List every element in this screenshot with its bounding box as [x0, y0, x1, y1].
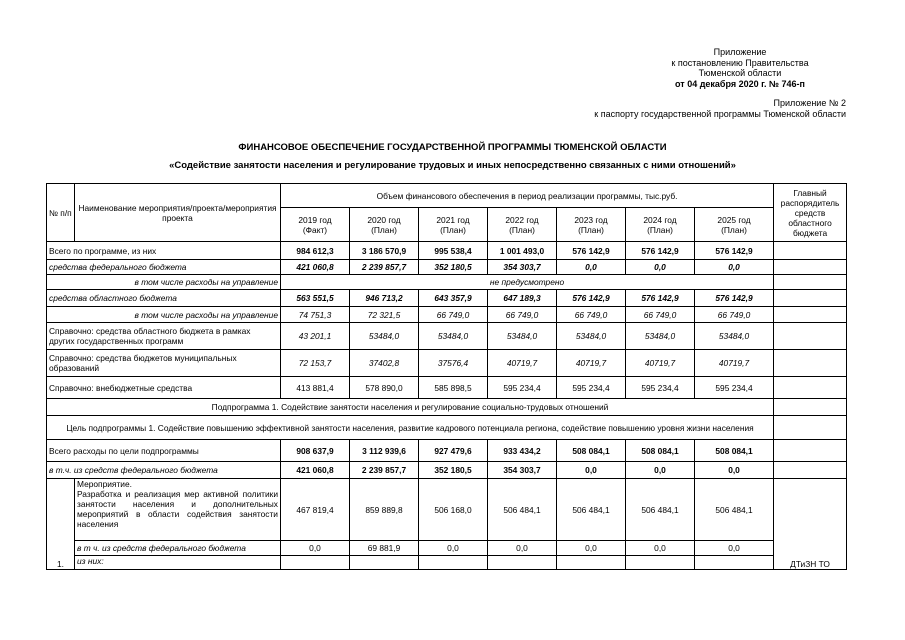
- year-label: 2020 год: [367, 214, 401, 225]
- cell-value: 908 637,9: [281, 440, 350, 462]
- cell-value: 506 484,1: [557, 479, 626, 541]
- row-label: в т.ч. из средств федерального бюджета: [47, 462, 281, 479]
- cell-merged: не предусмотрено: [281, 275, 774, 290]
- cell-value: 595 234,4: [557, 377, 626, 399]
- financing-table: [46, 183, 847, 570]
- year-status: (Факт): [302, 224, 328, 235]
- activity-number: 1.: [47, 479, 75, 570]
- cell-value: 53484,0: [557, 323, 626, 350]
- cell-value: 0,0: [281, 541, 350, 556]
- col-header-manager: Главный распорядитель средств областного бюджета: [774, 184, 847, 242]
- cell-empty: [774, 377, 847, 399]
- table-row: [47, 541, 847, 556]
- cell-value: 421 060,8: [281, 260, 350, 275]
- appendix-line: к паспорту государственной программы Тюменской области: [594, 108, 846, 119]
- cell-empty: [419, 556, 488, 570]
- cell-empty: [774, 275, 847, 290]
- cell-value: 643 357,9: [419, 290, 488, 307]
- cell-value: 0,0: [626, 462, 695, 479]
- cell-value: 53484,0: [488, 323, 557, 350]
- cell-value: 53484,0: [419, 323, 488, 350]
- cell-value: 576 142,9: [557, 290, 626, 307]
- appendix-header: [640, 47, 840, 89]
- year-label: 2019 год: [298, 214, 332, 225]
- table-row: [47, 440, 847, 462]
- cell-value: 66 749,0: [419, 307, 488, 323]
- row-label: средства федерального бюджета: [47, 260, 281, 275]
- cell-value: 647 189,3: [488, 290, 557, 307]
- subprogram-row: [47, 399, 847, 416]
- col-header-volume: Объем финансового обеспечения в период реализации программы, тыс.руб.: [281, 184, 774, 208]
- cell-value: 506 484,1: [488, 479, 557, 541]
- cell-value: 66 749,0: [626, 307, 695, 323]
- cell-value: 576 142,9: [626, 290, 695, 307]
- table-row: [47, 260, 847, 275]
- year-status: (План): [578, 224, 604, 235]
- cell-empty: [774, 323, 847, 350]
- cell-value: 66 749,0: [695, 307, 774, 323]
- cell-value: 595 234,4: [695, 377, 774, 399]
- year-label: 2025 год: [717, 214, 751, 225]
- cell-value: 0,0: [488, 541, 557, 556]
- cell-empty: [774, 242, 847, 260]
- appendix-line: от 04 декабря 2020 г. № 746-п: [675, 78, 805, 89]
- cell-value: 984 612,3: [281, 242, 350, 260]
- year-status: (План): [440, 224, 466, 235]
- year-label: 2023 год: [574, 214, 608, 225]
- cell-value: 0,0: [557, 462, 626, 479]
- cell-empty: [557, 556, 626, 570]
- cell-value: 421 060,8: [281, 462, 350, 479]
- cell-empty: [774, 399, 847, 416]
- table-row: [47, 462, 847, 479]
- activity-row: [47, 479, 847, 541]
- cell-empty: [774, 440, 847, 462]
- row-label: в том числе расходы на управление: [47, 275, 281, 290]
- cell-value: 595 234,4: [626, 377, 695, 399]
- row-label: Справочно: средства бюджетов муниципальных образований: [47, 350, 281, 377]
- table-row: [47, 323, 847, 350]
- activity-heading: Мероприятие.: [77, 479, 132, 489]
- cell-empty: [626, 556, 695, 570]
- cell-empty: [774, 307, 847, 323]
- cell-value: 563 551,5: [281, 290, 350, 307]
- year-label: 2022 год: [505, 214, 539, 225]
- cell-value: 66 749,0: [557, 307, 626, 323]
- table-row: [47, 350, 847, 377]
- cell-empty: [488, 556, 557, 570]
- activity-description: [75, 479, 281, 541]
- cell-value: 0,0: [695, 260, 774, 275]
- cell-value: 40719,7: [626, 350, 695, 377]
- table-row: [47, 242, 847, 260]
- cell-value: 0,0: [695, 462, 774, 479]
- cell-value: 3 186 570,9: [350, 242, 419, 260]
- cell-value: 37402,8: [350, 350, 419, 377]
- cell-empty: [774, 462, 847, 479]
- activity-text: Разработка и реализация мер активной политики занятости населения и дополнительных мероприятий в области содействия занятости населения: [77, 489, 278, 529]
- cell-value: 0,0: [557, 260, 626, 275]
- row-label: Всего по программе, из них: [47, 242, 281, 260]
- year-label: 2021 год: [436, 214, 470, 225]
- cell-value: 946 713,2: [350, 290, 419, 307]
- subprogram-title: Подпрограмма 1. Содействие занятости населения и регулирование социально-трудовых отношений: [47, 399, 774, 416]
- year-header: [419, 208, 488, 242]
- col-header-number: № п/п: [47, 184, 75, 242]
- cell-value: 354 303,7: [488, 462, 557, 479]
- cell-value: 578 890,0: [350, 377, 419, 399]
- cell-empty: [774, 416, 847, 440]
- cell-value: 0,0: [695, 541, 774, 556]
- document-subtitle: «Содействие занятости населения и регулирование трудовых и иных непосредственно связанных с ними отношений»: [169, 160, 736, 171]
- cell-value: 53484,0: [626, 323, 695, 350]
- row-label: из них:: [75, 556, 281, 570]
- year-header: [695, 208, 774, 242]
- year-header: [350, 208, 419, 242]
- cell-value: 66 749,0: [488, 307, 557, 323]
- row-label: Справочно: внебюджетные средства: [47, 377, 281, 399]
- cell-value: 585 898,5: [419, 377, 488, 399]
- cell-value: 72 153,7: [281, 350, 350, 377]
- cell-value: 506 484,1: [626, 479, 695, 541]
- table-row: [47, 290, 847, 307]
- cell-value: 72 321,5: [350, 307, 419, 323]
- appendix-line: к постановлению Правительства: [671, 57, 809, 68]
- year-header: [557, 208, 626, 242]
- cell-value: 53484,0: [350, 323, 419, 350]
- cell-value: 859 889,8: [350, 479, 419, 541]
- year-header: [488, 208, 557, 242]
- table-row: [47, 377, 847, 399]
- activity-manager: ДТиЗН ТО: [774, 479, 847, 570]
- cell-empty: [695, 556, 774, 570]
- row-label: средства областного бюджета: [47, 290, 281, 307]
- year-header: [626, 208, 695, 242]
- goal-row: [47, 416, 847, 440]
- cell-value: 995 538,4: [419, 242, 488, 260]
- cell-value: 0,0: [419, 541, 488, 556]
- cell-value: 37576,4: [419, 350, 488, 377]
- row-label: Всего расходы по цели подпрограммы: [47, 440, 281, 462]
- cell-value: 595 234,4: [488, 377, 557, 399]
- year-status: (План): [371, 224, 397, 235]
- year-status: (План): [721, 224, 747, 235]
- cell-value: 0,0: [626, 260, 695, 275]
- cell-empty: [350, 556, 419, 570]
- cell-value: 2 239 857,7: [350, 462, 419, 479]
- cell-value: 352 180,5: [419, 462, 488, 479]
- row-label: в т ч. из средств федерального бюджета: [75, 541, 281, 556]
- document-title: ФИНАНСОВОЕ ОБЕСПЕЧЕНИЕ ГОСУДАРСТВЕННОЙ ПРОГРАММЫ ТЮМЕНСКОЙ ОБЛАСТИ: [238, 142, 667, 153]
- goal-title: Цель подпрограммы 1. Содействие повышению эффективной занятости населения, развитие кадрового потенциала региона, содействие повышению уровня жизни населения: [47, 416, 774, 440]
- year-header: [281, 208, 350, 242]
- cell-value: 352 180,5: [419, 260, 488, 275]
- cell-value: 0,0: [626, 541, 695, 556]
- cell-value: 413 881,4: [281, 377, 350, 399]
- cell-value: 506 484,1: [695, 479, 774, 541]
- cell-empty: [774, 290, 847, 307]
- cell-value: 40719,7: [488, 350, 557, 377]
- year-status: (План): [647, 224, 673, 235]
- cell-value: 74 751,3: [281, 307, 350, 323]
- cell-value: 508 084,1: [695, 440, 774, 462]
- year-label: 2024 год: [643, 214, 677, 225]
- appendix-line: Приложение № 2: [773, 98, 846, 108]
- cell-empty: [281, 556, 350, 570]
- year-status: (План): [509, 224, 535, 235]
- cell-value: 508 084,1: [626, 440, 695, 462]
- cell-value: 3 112 939,6: [350, 440, 419, 462]
- table-row: [47, 275, 847, 290]
- cell-value: 506 168,0: [419, 479, 488, 541]
- row-label: Справочно: средства областного бюджета в рамках других государственных программ: [47, 323, 281, 350]
- col-header-name: Наименование мероприятия/проекта/мероприятия проекта: [75, 184, 281, 242]
- cell-value: 576 142,9: [557, 242, 626, 260]
- cell-value: 576 142,9: [626, 242, 695, 260]
- cell-value: 40719,7: [695, 350, 774, 377]
- appendix2-header: [520, 98, 846, 119]
- cell-value: 467 819,4: [281, 479, 350, 541]
- cell-value: 53484,0: [695, 323, 774, 350]
- cell-value: 0,0: [557, 541, 626, 556]
- cell-value: 43 201,1: [281, 323, 350, 350]
- table-row: [47, 307, 847, 323]
- cell-value: 933 434,2: [488, 440, 557, 462]
- table-row: [47, 556, 847, 570]
- cell-value: 576 142,9: [695, 242, 774, 260]
- cell-value: 354 303,7: [488, 260, 557, 275]
- cell-empty: [774, 260, 847, 275]
- cell-value: 1 001 493,0: [488, 242, 557, 260]
- cell-value: 69 881,9: [350, 541, 419, 556]
- row-label: в том числе расходы на управление: [47, 307, 281, 323]
- cell-value: 2 239 857,7: [350, 260, 419, 275]
- cell-value: 40719,7: [557, 350, 626, 377]
- cell-value: 927 479,6: [419, 440, 488, 462]
- cell-empty: [774, 350, 847, 377]
- appendix-line: Приложение: [713, 47, 767, 57]
- cell-value: 576 142,9: [695, 290, 774, 307]
- appendix-line: Тюменской области: [698, 68, 782, 78]
- cell-value: 508 084,1: [557, 440, 626, 462]
